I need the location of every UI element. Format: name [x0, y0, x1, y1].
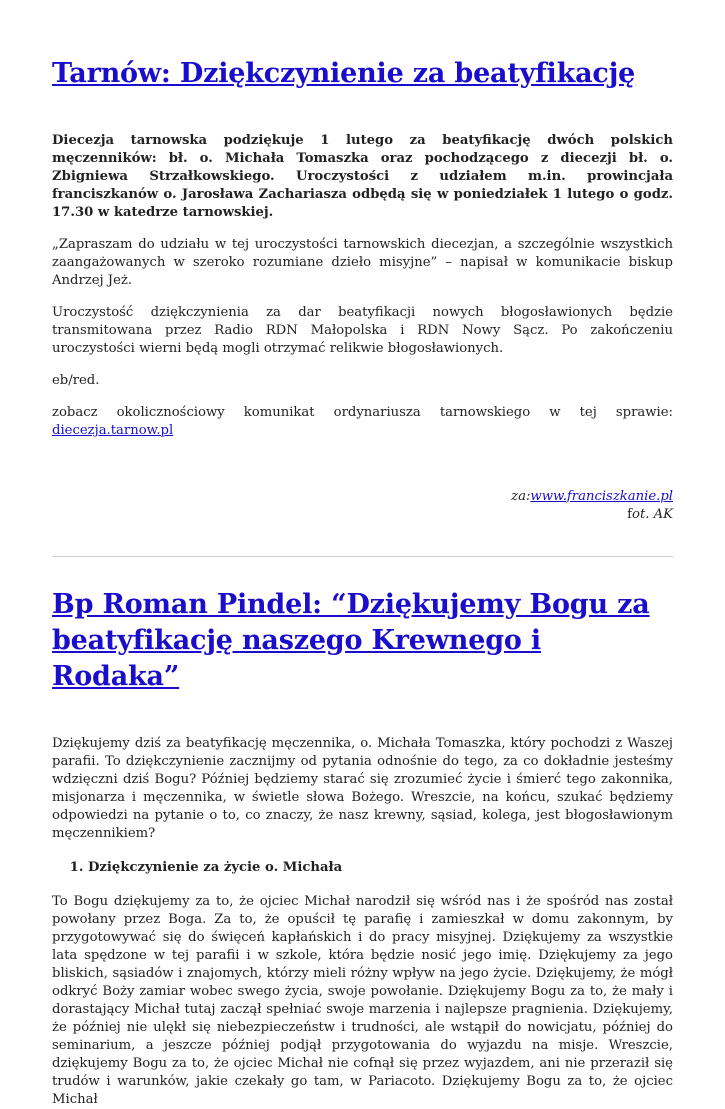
- franciszkanie-link[interactable]: www.franciszkanie.pl: [530, 489, 673, 504]
- article-title-link[interactable]: Bp Roman Pindel: “Dziękujemy Bogu za beatyfikację naszego Krewnego i Rodaka”: [52, 589, 650, 692]
- photo-credit: [52, 506, 673, 524]
- numbered-list: [52, 859, 673, 877]
- article-intro: Dziękujemy dziś za beatyfikację męczennika, o. Michała Tomaszka, który pochodzi z Waszej parafii. To dziękczynienie zacznijmy od pytania odnośnie do tego, za co dokładnie jesteśmy wdzięczni dziś Bogu? Później będziemy starać się zrozumieć życie i śmierć tego zakonnika, misjonarza i męczennika, w świetle słowa Bożego. Wreszcie, na końcu, szukać będziemy odpowiedzi na pytanie o to, co znaczy, że nasz krewny, sąsiad, kolega, jest błogosławionym męczennikiem?: [52, 736, 673, 841]
- source-line: [52, 488, 673, 506]
- see-more-text: zobacz okolicznościowy komunikat ordynariusza tarnowskiego w tej sprawie:: [52, 405, 673, 420]
- article-pindel: [52, 587, 673, 1109]
- source-prefix: za:: [511, 489, 531, 504]
- article-title: [52, 56, 673, 92]
- article-title-link[interactable]: Tarnów: Dziękczynienie za beatyfikację: [52, 58, 636, 89]
- article-lead: Diecezja tarnowska podziękuje 1 lutego za beatyfikację dwóch polskich męczenników: bł. o. Michała Tomaszka oraz pochodzącego z diecezji bł. o. Zbigniewa Strzałkowskiego. Uroczystości z udziałem m.in. prowincjała franciszkanów o. Jarosława Zachariasza odbędą się w poniedziałek 1 lutego o godz. 17.30 w katedrze tarnowskiej.: [52, 133, 673, 220]
- article-signature: eb/red.: [52, 373, 100, 388]
- diecezja-link[interactable]: diecezja.tarnow.pl: [52, 423, 174, 438]
- article-title: [52, 587, 673, 695]
- photo-credit-first: f: [627, 507, 632, 522]
- post-separator: [52, 556, 673, 557]
- article-paragraph: Uroczystość dziękczynienia za dar beatyfikacji nowych błogosławionych będzie transmitowana przez Radio RDN Małopolska i RDN Nowy Sącz. Po zakończeniu uroczystości wierni będą mogli otrzymać relikwie błogosławionych.: [52, 305, 673, 356]
- article-tarnow: [52, 56, 673, 524]
- article-body: To Bogu dziękujemy za to, że ojciec Michał narodził się wśród nas i że spośród nas został powołany przez Boga. Za to, że opuścił tę parafię i zamieszkał w domu zakonnym, by przygotowywać się do święceń kapłańskich i do pracy misyjnej. Dziękujemy za wszystkie lata spędzone w tej parafii i w szkole, która będzie nosić jego imię. Dziękujemy za jego bliskich, sąsiadów i znajomych, którzy mieli różny wpływ na jego życie. Dziękujemy, że mógł odkryć Boży zamiar wobec swego życia, swoje powołanie. Dziękujemy Bogu za to, że mały i dorastający Michał tutaj zaczął spełniać swoje marzenia i najlepsze pragnienia. Dziękujemy, że później nie ulękł się niebezpieczeństw i trudności, ale wstąpił do nowicjatu, później do seminarium, a jeszcze później podjął przygotowania do wyjazdu na misje. Wreszcie, dziękujemy Bogu za to, że ojciec Michał nie cofnął się przez wyjazdem, ani nie przeraził się trudów i warunków, jakie czekały go tam, w Pariacoto. Dziękujemy Bogu za to, że ojciec Michał: [52, 894, 673, 1107]
- see-more-line: [52, 404, 673, 440]
- article-quote: „Zapraszam do udziału w tej uroczystości tarnowskich diecezjan, a szczególnie wszystkich zaangażowanych w szeroko rozumiane dzieło misyjne” – napisał w komunikacie biskup Andrzej Jeż.: [52, 237, 673, 288]
- list-item: 1. Dziękczynienie za życie o. Michała: [88, 859, 673, 877]
- photo-credit-rest: ot. AK: [632, 507, 673, 522]
